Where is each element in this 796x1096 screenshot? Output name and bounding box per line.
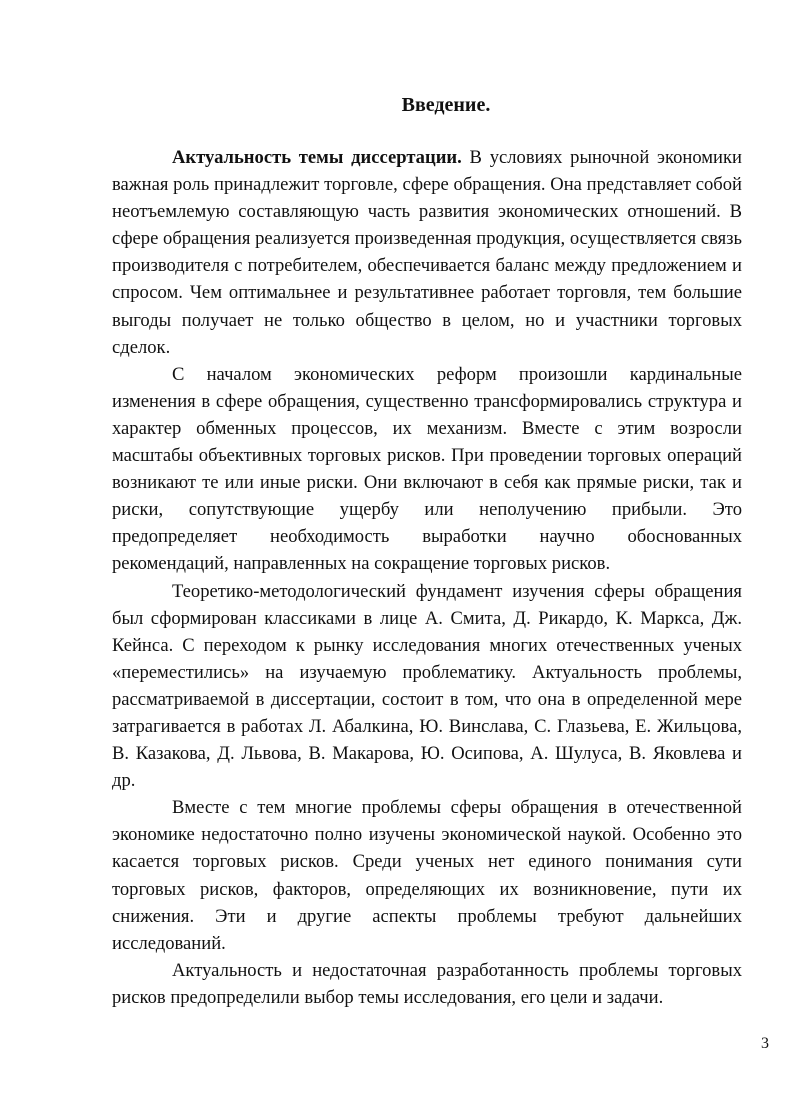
paragraph-5: Актуальность и недостаточная разработанность проблемы торговых рисков предопределили выбор темы исследования, его цели и задачи.	[112, 959, 742, 1008]
paragraph-3: Теоретико-методологический фундамент изучения сферы обращения был сформирован классиками в лице А. Смита, Д. Рикардо, К. Маркса, Дж. Кейнса. С переходом к рынку исследования многих отечественных ученых «переместились» на изучаемую проблематику. Актуальность проблемы, рассматриваемой в диссертации, состоит в том, что она в определенной мере затрагивается в работах Л. Абалкина, Ю. Винслава, С. Глазьева, Е. Жильцова, В. Казакова, Д. Львова, В. Макарова, Ю. Осипова, А. Шулуса, В. Яковлева и др.	[112, 580, 742, 792]
page-number: 3	[761, 1035, 769, 1052]
paragraph-text: В условиях рыночной экономики важная роль принадлежит торговле, сфере обращения. Она представляет собой неотъемлемую составляющую часть развития экономических отношений. В сфере обращения реализуется произведенная продукция, осуществляется связь производителя с потребителем, обеспечивается баланс между предложением и спросом. Чем оптимальнее и результативнее работает торговля, тем большие выгоды получает не только общество в целом, но и участники торговых сделок.	[112, 147, 742, 358]
paragraph-lead: Актуальность темы диссертации.	[172, 147, 462, 168]
paragraph-1	[112, 144, 742, 361]
paragraph-2: С началом экономических реформ произошли кардинальные изменения в сфере обращения, существенно трансформировались структура и характер обменных процессов, их механизм. Вместе с этим возросли масштабы объективных торговых рисков. При проведении торговых операций возникают те или иные риски. Они включают в себя как прямые риски, так и риски, сопутствующие ущербу или неполучению прибыли. Это предопределяет необходимость выработки научно обоснованных рекомендаций, направленных на сокращение торговых рисков.	[112, 363, 742, 575]
section-title: Введение.	[401, 94, 491, 116]
body-text	[112, 144, 742, 1011]
paragraph-4: Вместе с тем многие проблемы сферы обращения в отечественной экономике недостаточно полно изучены экономической наукой. Особенно это касается торговых рисков. Среди ученых нет единого понимания сути торговых рисков, факторов, определяющих их возникновение, пути их снижения. Эти и другие аспекты проблемы требуют дальнейших исследований.	[112, 797, 742, 954]
